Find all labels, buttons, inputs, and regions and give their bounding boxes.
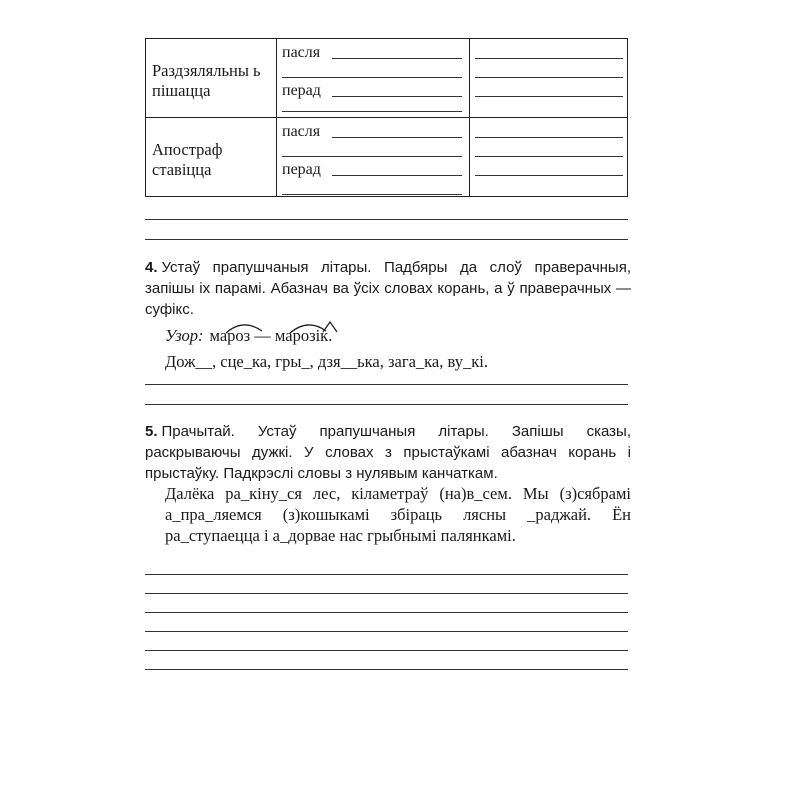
word-table: [145, 38, 628, 197]
answer-line[interactable]: [145, 650, 628, 651]
answer-line[interactable]: [145, 239, 628, 240]
example-end: .: [328, 326, 333, 345]
answer-line[interactable]: [332, 96, 462, 97]
cell-before-label: перад: [282, 161, 321, 178]
task-4-exercise: Дож__, сце_ка, гры_, дзя__ька, зага_ка, ву_кі.: [165, 352, 488, 371]
task-number: 5.: [145, 423, 158, 440]
cell-after-label: пасля: [282, 44, 321, 61]
answer-line[interactable]: [145, 669, 628, 670]
task-number: 4.: [145, 259, 158, 276]
answer-line[interactable]: [332, 175, 462, 176]
table-column-divider: [276, 39, 277, 196]
task-text: Устаў прапушчаныя літары. Падбяры да слоў праверачныя, запішы іх парамі. Абазнач ва ўсіх словах корань, а ў праверачных — суфікс.: [145, 259, 631, 318]
answer-line[interactable]: [475, 137, 623, 138]
example-dash: —: [254, 326, 271, 345]
table-row-divider: [146, 117, 627, 118]
table-row-label-apostrophe: Апостраф ставіцца: [152, 140, 223, 179]
answer-line[interactable]: [332, 58, 462, 59]
task-5-exercise: Далёка ра_кіну_ся лес, кіламетраў (на)в_сем. Мы (з)сябрамі а_пра_ляемся (з)кошыкамі збіраць лясны _раджай. Ён ра_ступаецца і а_дорвае нас грыбнымі палянкамі.: [165, 484, 631, 545]
answer-line[interactable]: [145, 593, 628, 594]
task-4-instructions: [145, 257, 631, 320]
answer-line[interactable]: [145, 384, 628, 385]
answer-line[interactable]: [475, 175, 623, 176]
answer-line[interactable]: [475, 96, 623, 97]
answer-line[interactable]: [145, 631, 628, 632]
task-text: Прачытай. Устаў прапушчаныя літары. Запішы сказы, раскрываючы дужкі. У словах з прыстаўкамі абазнач корань і прыстаўку. Падкрэслі словы з нулявым канчаткам.: [145, 423, 631, 482]
answer-line[interactable]: [145, 574, 628, 575]
answer-line[interactable]: [475, 77, 623, 78]
answer-line[interactable]: [145, 404, 628, 405]
answer-line[interactable]: [282, 77, 462, 78]
answer-line[interactable]: [282, 111, 462, 112]
answer-line[interactable]: [475, 156, 623, 157]
answer-line[interactable]: [145, 219, 628, 220]
answer-line[interactable]: [475, 58, 623, 59]
answer-line[interactable]: [282, 156, 462, 157]
example-word: мароз: [209, 326, 251, 345]
table-column-divider: [469, 39, 470, 196]
cell-before-label: перад: [282, 82, 321, 99]
example-word: марозік: [274, 326, 329, 345]
task-4-example: [165, 326, 332, 346]
answer-line[interactable]: [282, 194, 462, 195]
answer-line[interactable]: [332, 137, 462, 138]
answer-line[interactable]: [145, 612, 628, 613]
table-row-label-soft-sign: Раздзяляльны ь пішацца: [152, 61, 261, 100]
cell-after-label: пасля: [282, 123, 321, 140]
example-label: Узор:: [165, 326, 204, 345]
task-5-instructions: [145, 421, 631, 484]
